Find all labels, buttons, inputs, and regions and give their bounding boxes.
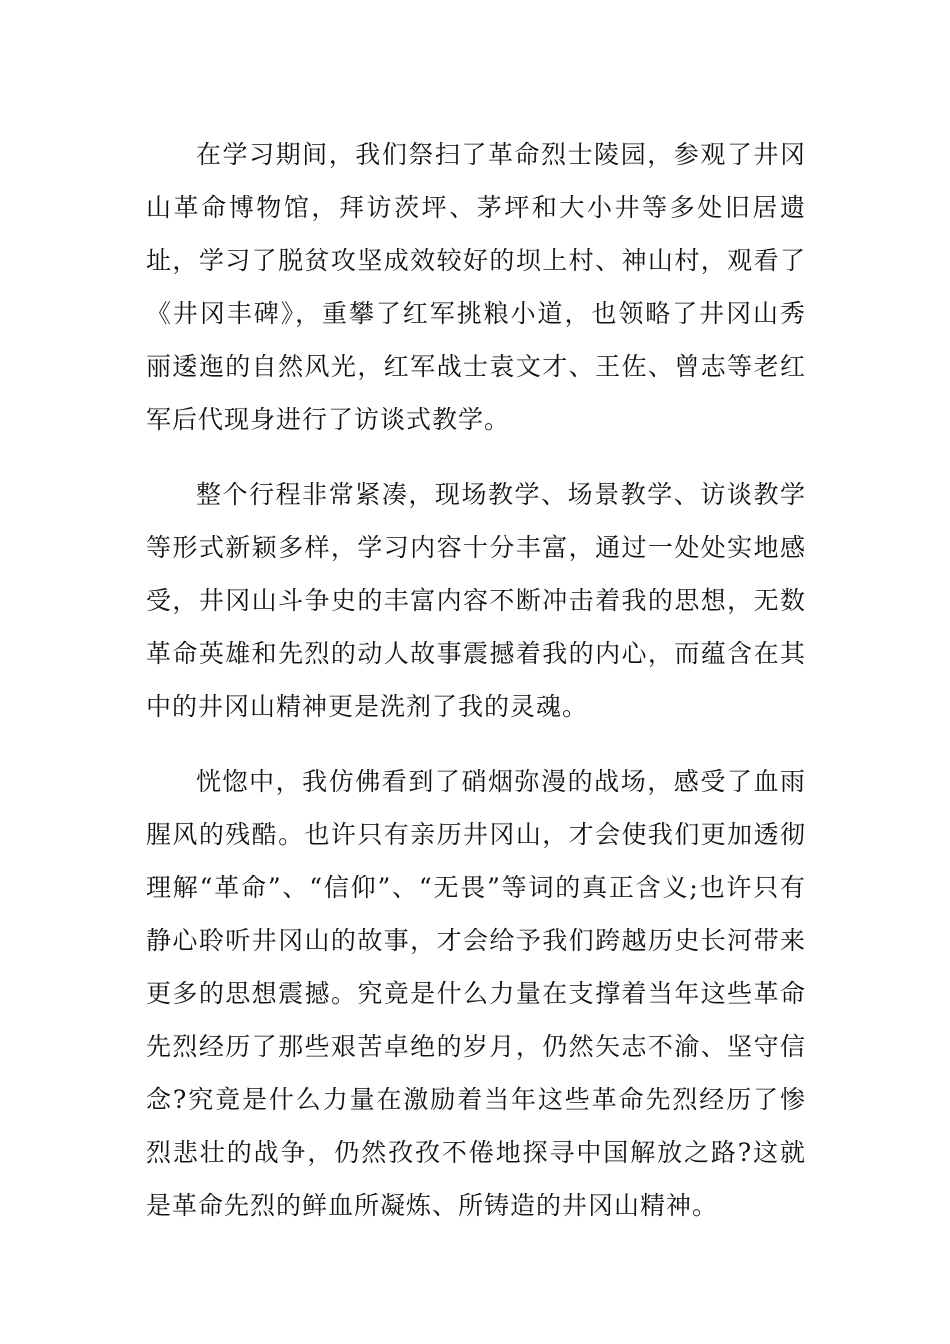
paragraph-1: 在学习期间，我们祭扫了革命烈士陵园，参观了井冈山革命博物馆，拜访茨坪、茅坪和大小井等多处旧居遗址，学习了脱贫攻坚成效较好的坝上村、神山村，观看了《井冈丰碑》，重攀了红军挑粮小道，也领略了井冈山秀丽逶迤的自然风光，红军战士袁文才、王佐、曾志等老红军后代现身进行了访谈式教学。 [146, 140, 806, 434]
paragraph-2: 整个行程非常紧凑，现场教学、场景教学、访谈教学等形式新颖多样，学习内容十分丰富，通过一处处实地感受，井冈山斗争史的丰富内容不断冲击着我的思想，无数革命英雄和先烈的动人故事震撼着我的内心，而蕴含在其中的井冈山精神更是洗剂了我的灵魂。 [146, 480, 806, 721]
document-body [146, 128, 806, 1254]
paragraph-3: 恍惚中，我仿佛看到了硝烟弥漫的战场，感受了血雨腥风的残酷。也许只有亲历井冈山，才会使我们更加透彻理解“革命”、“信仰”、“无畏”等词的真正含义;也许只有静心聆听井冈山的故事，才会给予我们跨越历史长河带来更多的思想震撼。究竟是什么力量在支撑着当年这些革命先烈经历了那些艰苦卓绝的岁月，仍然矢志不渝、坚守信念?究竟是什么力量在激励着当年这些革命先烈经历了惨烈悲壮的战争，仍然孜孜不倦地探寻中国解放之路?这就是革命先烈的鲜血所凝炼、所铸造的井冈山精神。 [146, 767, 806, 1220]
